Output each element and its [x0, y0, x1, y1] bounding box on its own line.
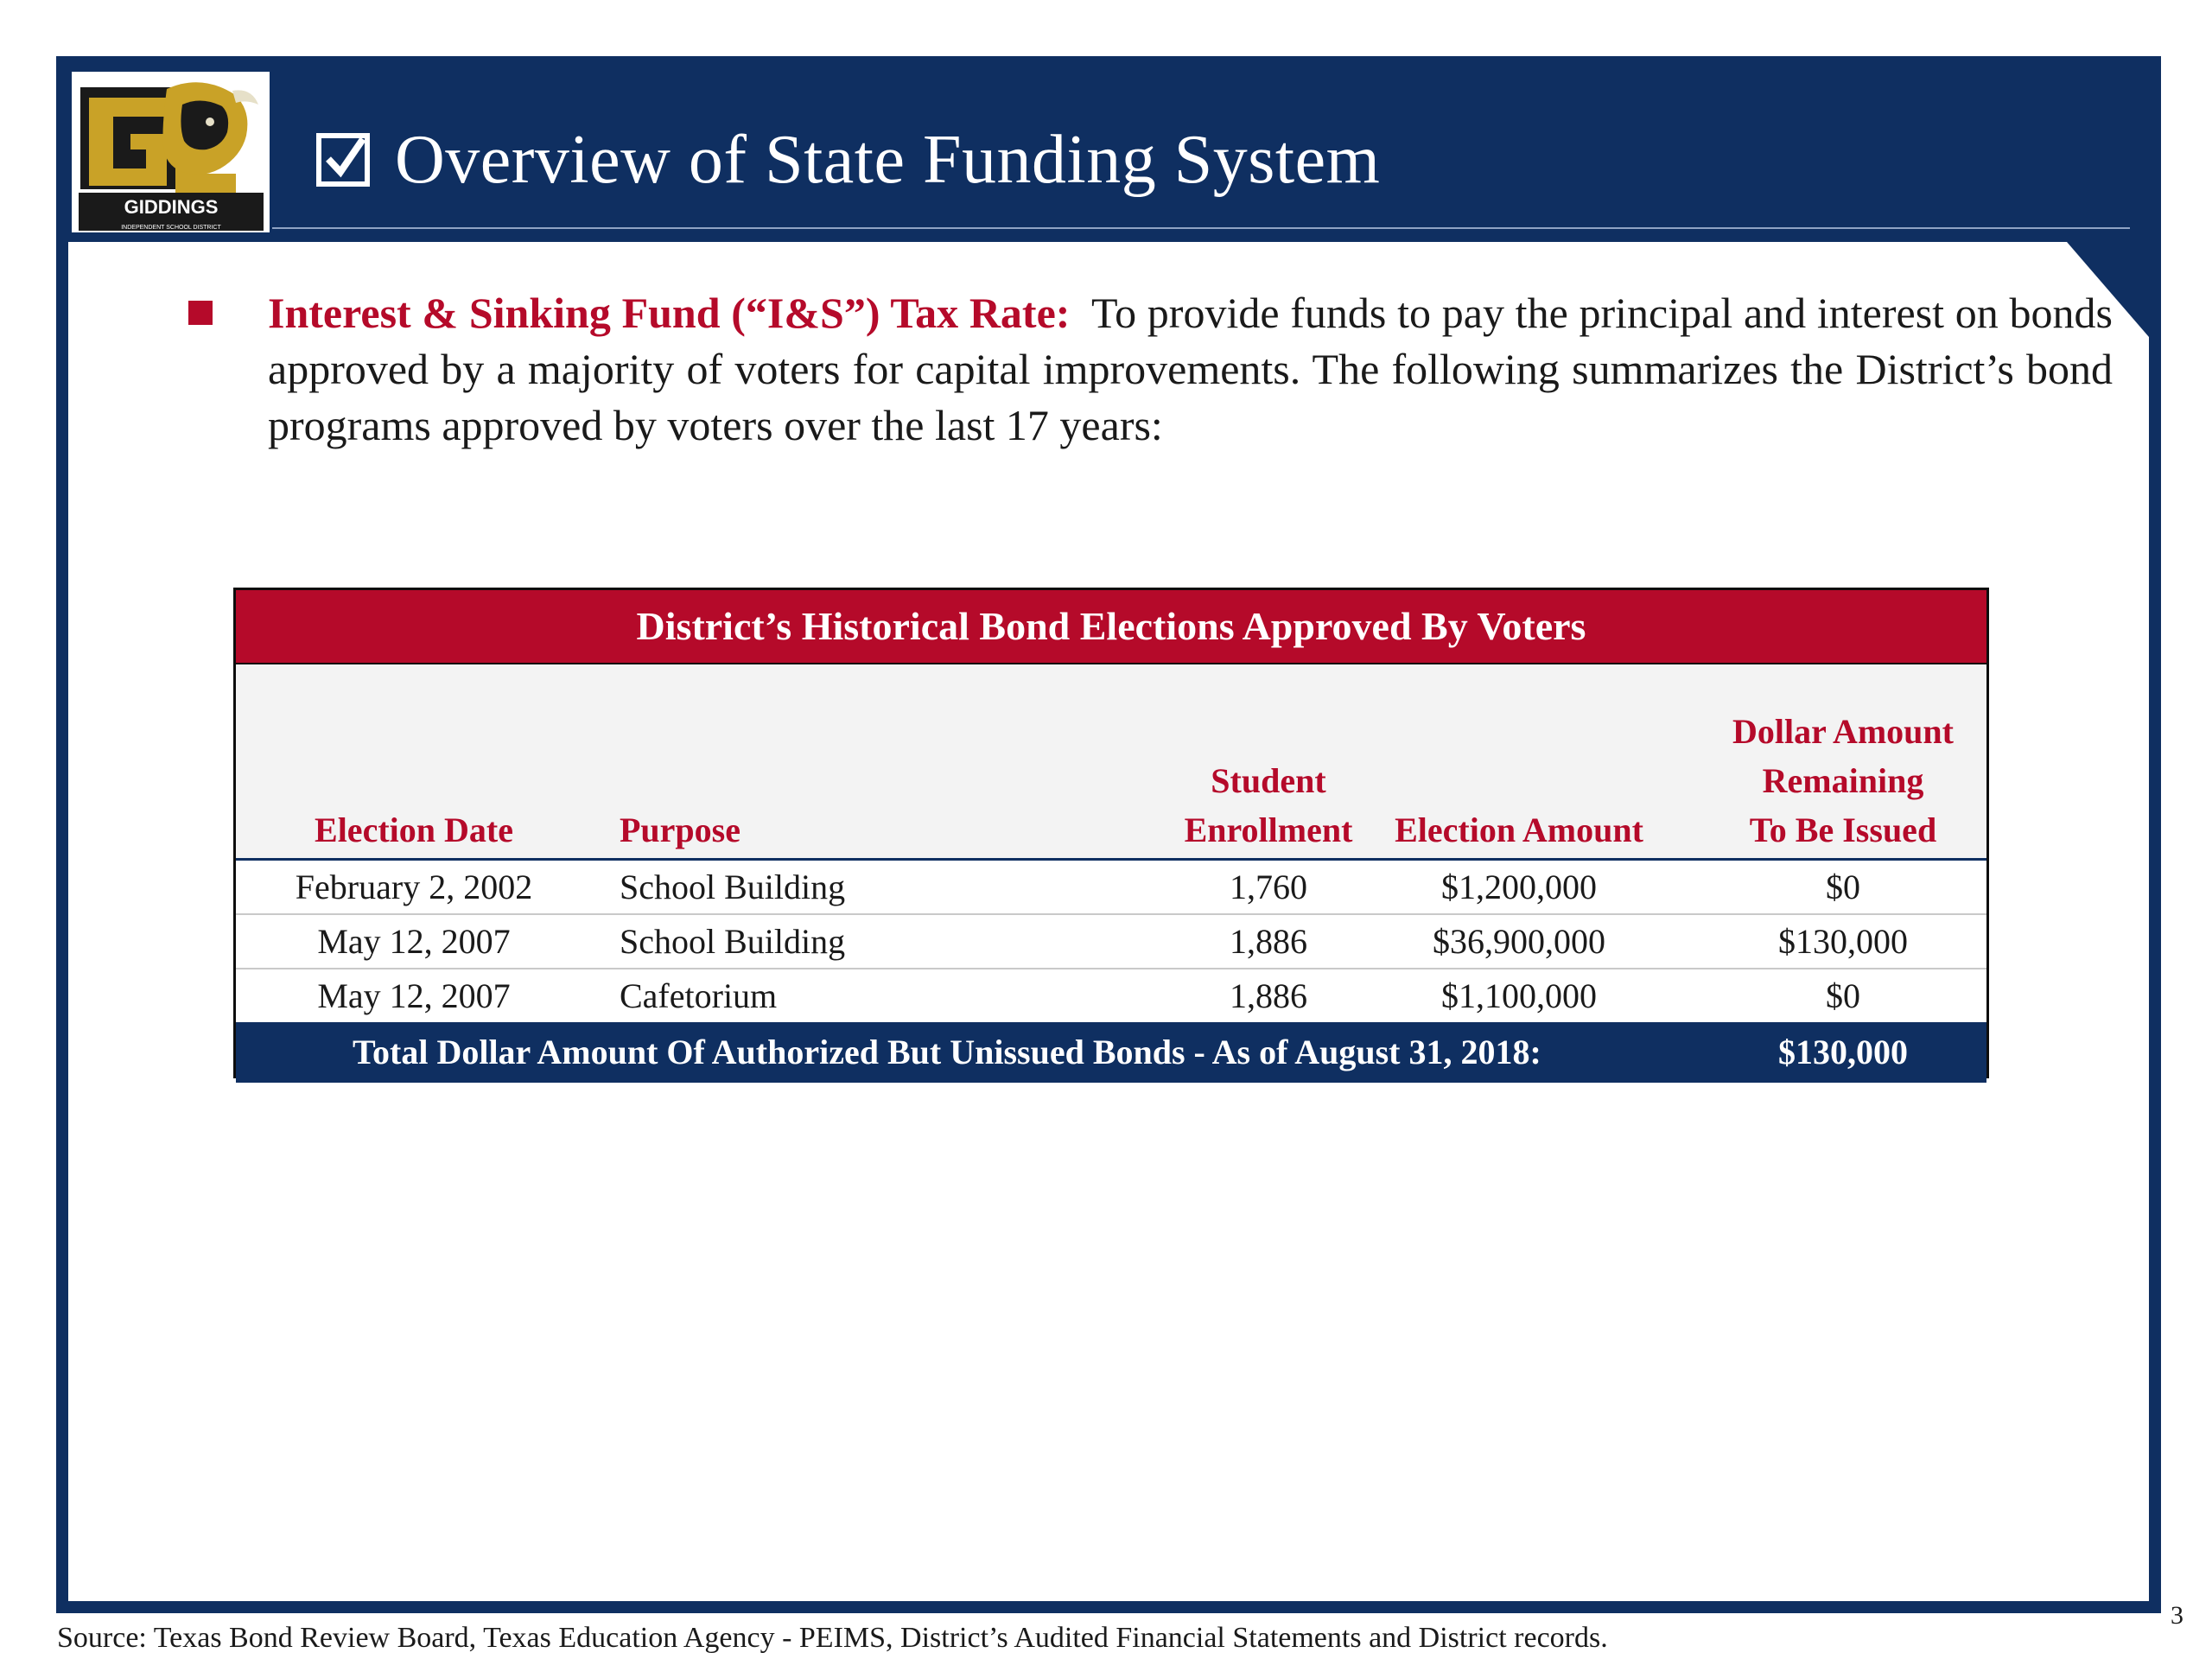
header-dollar-remaining: Dollar Amount Remaining To Be Issued: [1732, 712, 1954, 849]
total-value: $130,000: [1778, 1033, 1908, 1071]
page-title: Overview of State Funding System: [395, 121, 1381, 198]
checked-box-icon: [315, 130, 374, 189]
cell-election-amount: $1,200,000: [1441, 868, 1597, 906]
intro-paragraph: [268, 285, 2113, 454]
svg-text:GIDDINGS: GIDDINGS: [124, 196, 219, 218]
cell-enrollment: 1,886: [1230, 922, 1307, 961]
cell-remaining: $130,000: [1778, 922, 1908, 961]
header-purpose: Purpose: [620, 810, 741, 849]
intro-lead: Interest & Sinking Fund (“I&S”) Tax Rate:: [268, 289, 1071, 337]
intro-body: To provide funds to pay the principal and interest on bonds approved by a majority of voters for capital improvements. The following summarizes the District’s bond programs approved by voters over the last 17 years:: [268, 289, 2113, 449]
cell-election-date: May 12, 2007: [317, 922, 511, 961]
table-row: [236, 861, 1986, 915]
source-note: Source: Texas Bond Review Board, Texas Education Agency - PEIMS, District’s Audited Financial Statements and District records.: [57, 1622, 1608, 1654]
table-title: District’s Historical Bond Elections Approved By Voters: [236, 590, 1986, 664]
cell-purpose: School Building: [620, 868, 846, 906]
table-row: [236, 915, 1986, 969]
header-election-amount: Election Amount: [1395, 810, 1643, 849]
cell-purpose: Cafetorium: [620, 976, 778, 1015]
cell-election-date: February 2, 2002: [295, 868, 533, 906]
cell-enrollment: 1,760: [1230, 868, 1307, 906]
title-row: [315, 108, 1380, 212]
table-row: [236, 969, 1986, 1022]
table-total-row: [236, 1022, 1986, 1083]
bullet-square-icon: [188, 301, 213, 325]
svg-text:INDEPENDENT SCHOOL DISTRICT: INDEPENDENT SCHOOL DISTRICT: [121, 225, 221, 231]
cell-election-amount: $36,900,000: [1433, 922, 1605, 961]
cell-election-date: May 12, 2007: [317, 976, 511, 1015]
cell-remaining: $0: [1826, 976, 1860, 1015]
cell-remaining: $0: [1826, 868, 1860, 906]
table-header: [236, 664, 1986, 861]
cell-election-amount: $1,100,000: [1441, 976, 1597, 1015]
header-student-enrollment: Student Enrollment: [1184, 761, 1353, 849]
header-election-date: Election Date: [315, 810, 513, 849]
cell-purpose: School Building: [620, 922, 846, 961]
giddings-logo: [72, 72, 270, 232]
header-divider: [272, 227, 2130, 229]
cell-enrollment: 1,886: [1230, 976, 1307, 1015]
page-number: 3: [2171, 1601, 2183, 1630]
bond-elections-table: [233, 588, 1989, 1078]
total-label: Total Dollar Amount Of Authorized But Unissued Bonds - As of August 31, 2018:: [353, 1033, 1541, 1071]
